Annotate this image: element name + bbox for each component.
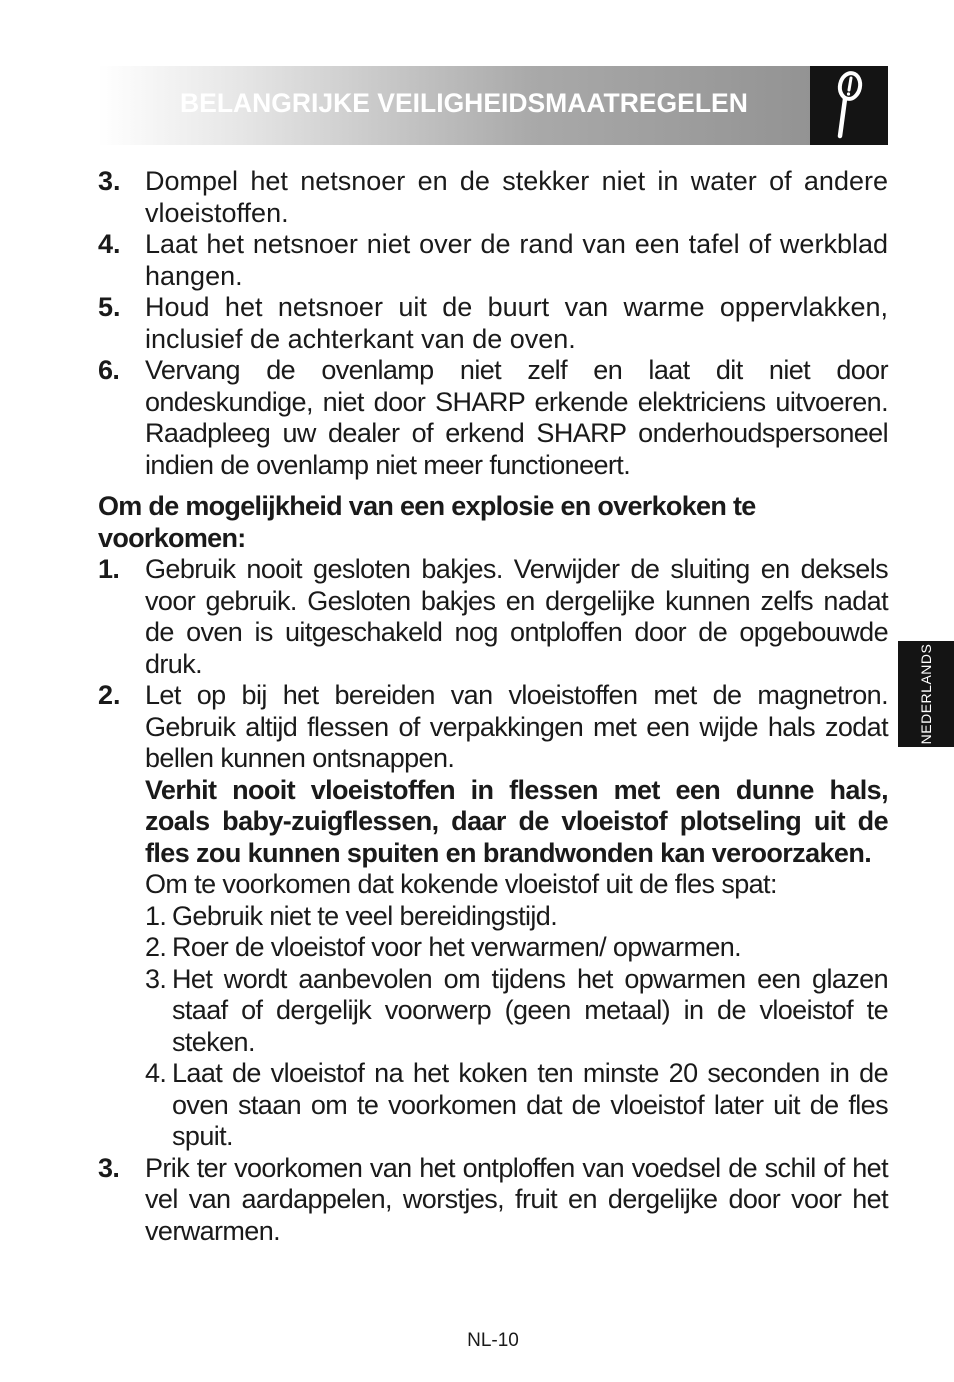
header-icon-box: [810, 66, 888, 145]
list-item: [98, 355, 888, 481]
main-content: [98, 166, 888, 1247]
item-text: Vervang de ovenlamp niet zelf en laat dit niet door ondeskundige, niet door SHARP erkende elektriciens uitvoeren. Raadpleeg uw dealer of erkend SHARP onderhoudspersoneel indien de ovenlamp niet meer functioneert.: [145, 355, 888, 480]
item-text: Gebruik nooit gesloten bakjes. Verwijder de sluiting en deksels voor gebruik. Gesloten bakjes en dergelijke kunnen zelfs nadat de oven is uitgeschakeld nog ontploffen door de opgebouwde druk.: [145, 554, 888, 679]
page-number: NL-10: [467, 1330, 519, 1351]
list-item: [98, 680, 888, 1153]
item-number: 3.: [98, 166, 121, 196]
item-number: 4.: [98, 229, 121, 259]
item-text: Dompel het netsnoer en de stekker niet in water of andere vloeistoffen.: [145, 166, 888, 228]
item-number: 5.: [98, 292, 121, 322]
step-text: Roer de vloeistof voor het verwarmen/ opwarmen.: [172, 932, 742, 962]
item-number: 2.: [98, 680, 121, 710]
warning-text: Verhit nooit vloeistoffen in flessen met een dunne hals, zoals baby-zuigflessen, daar de vloeistof plotseling uit de fles zou kunnen spuiten en brandwonden kan veroorzaken.: [145, 774, 888, 868]
step-number: 1.: [145, 900, 167, 931]
sub-step: [145, 964, 888, 1059]
step-number: 3.: [145, 963, 167, 994]
item-text: Laat het netsnoer niet over de rand van een tafel of werkblad hangen.: [145, 229, 888, 291]
header-title: BELANGRIJKE VEILIGHEIDSMAATREGELEN: [180, 88, 748, 118]
step-text: Laat de vloeistof na het koken ten minste 20 seconden in de oven staan om te voorkomen dat de vloeistof later uit de fles spuit.: [172, 1058, 888, 1151]
sub-step: [145, 901, 888, 933]
step-text: Gebruik niet te veel bereidingstijd.: [172, 900, 558, 931]
item-text: Houd het netsnoer uit de buurt van warme oppervlakken, inclusief de achterkant van de oven.: [145, 292, 888, 354]
list-item: [98, 292, 888, 355]
list-item: [98, 554, 888, 680]
item-text: Prik ter voorkomen van het ontploffen van voedsel de schil of het vel van aardappelen, worstjes, fruit en dergelijke door voor het verwarmen.: [145, 1152, 888, 1246]
step-text: Het wordt aanbevolen om tijdens het opwarmen een glazen staaf of dergelijk voorwerp (geen metaal) in de vloeistof te steken.: [172, 963, 888, 1057]
step-number: 2.: [145, 932, 167, 962]
sub-step: [145, 1058, 888, 1153]
item-text: Let op bij het bereiden van vloeistoffen met de magnetron. Gebruik altijd flessen of verpakkingen met een wijde hals zodat bellen kunnen ontsnappen.: [145, 680, 888, 773]
exclamation-pen-icon: [829, 70, 869, 142]
list-item: [98, 1153, 888, 1248]
list-item: [98, 229, 888, 292]
steps-intro: Om te voorkomen dat kokende vloeistof uit de fles spat:: [145, 869, 777, 899]
language-side-tab: [898, 641, 954, 747]
item-number: 1.: [98, 554, 120, 584]
item-number: 3.: [98, 1152, 120, 1183]
item-number: 6.: [98, 355, 120, 385]
step-number: 4.: [145, 1058, 167, 1088]
section-header: [98, 66, 888, 145]
list-item: [98, 166, 888, 229]
section-heading: Om de mogelijkheid van een explosie en overkoken te voorkomen:: [98, 491, 756, 553]
side-tab-label: NEDERLANDS: [918, 643, 934, 745]
sub-step: [145, 932, 888, 964]
